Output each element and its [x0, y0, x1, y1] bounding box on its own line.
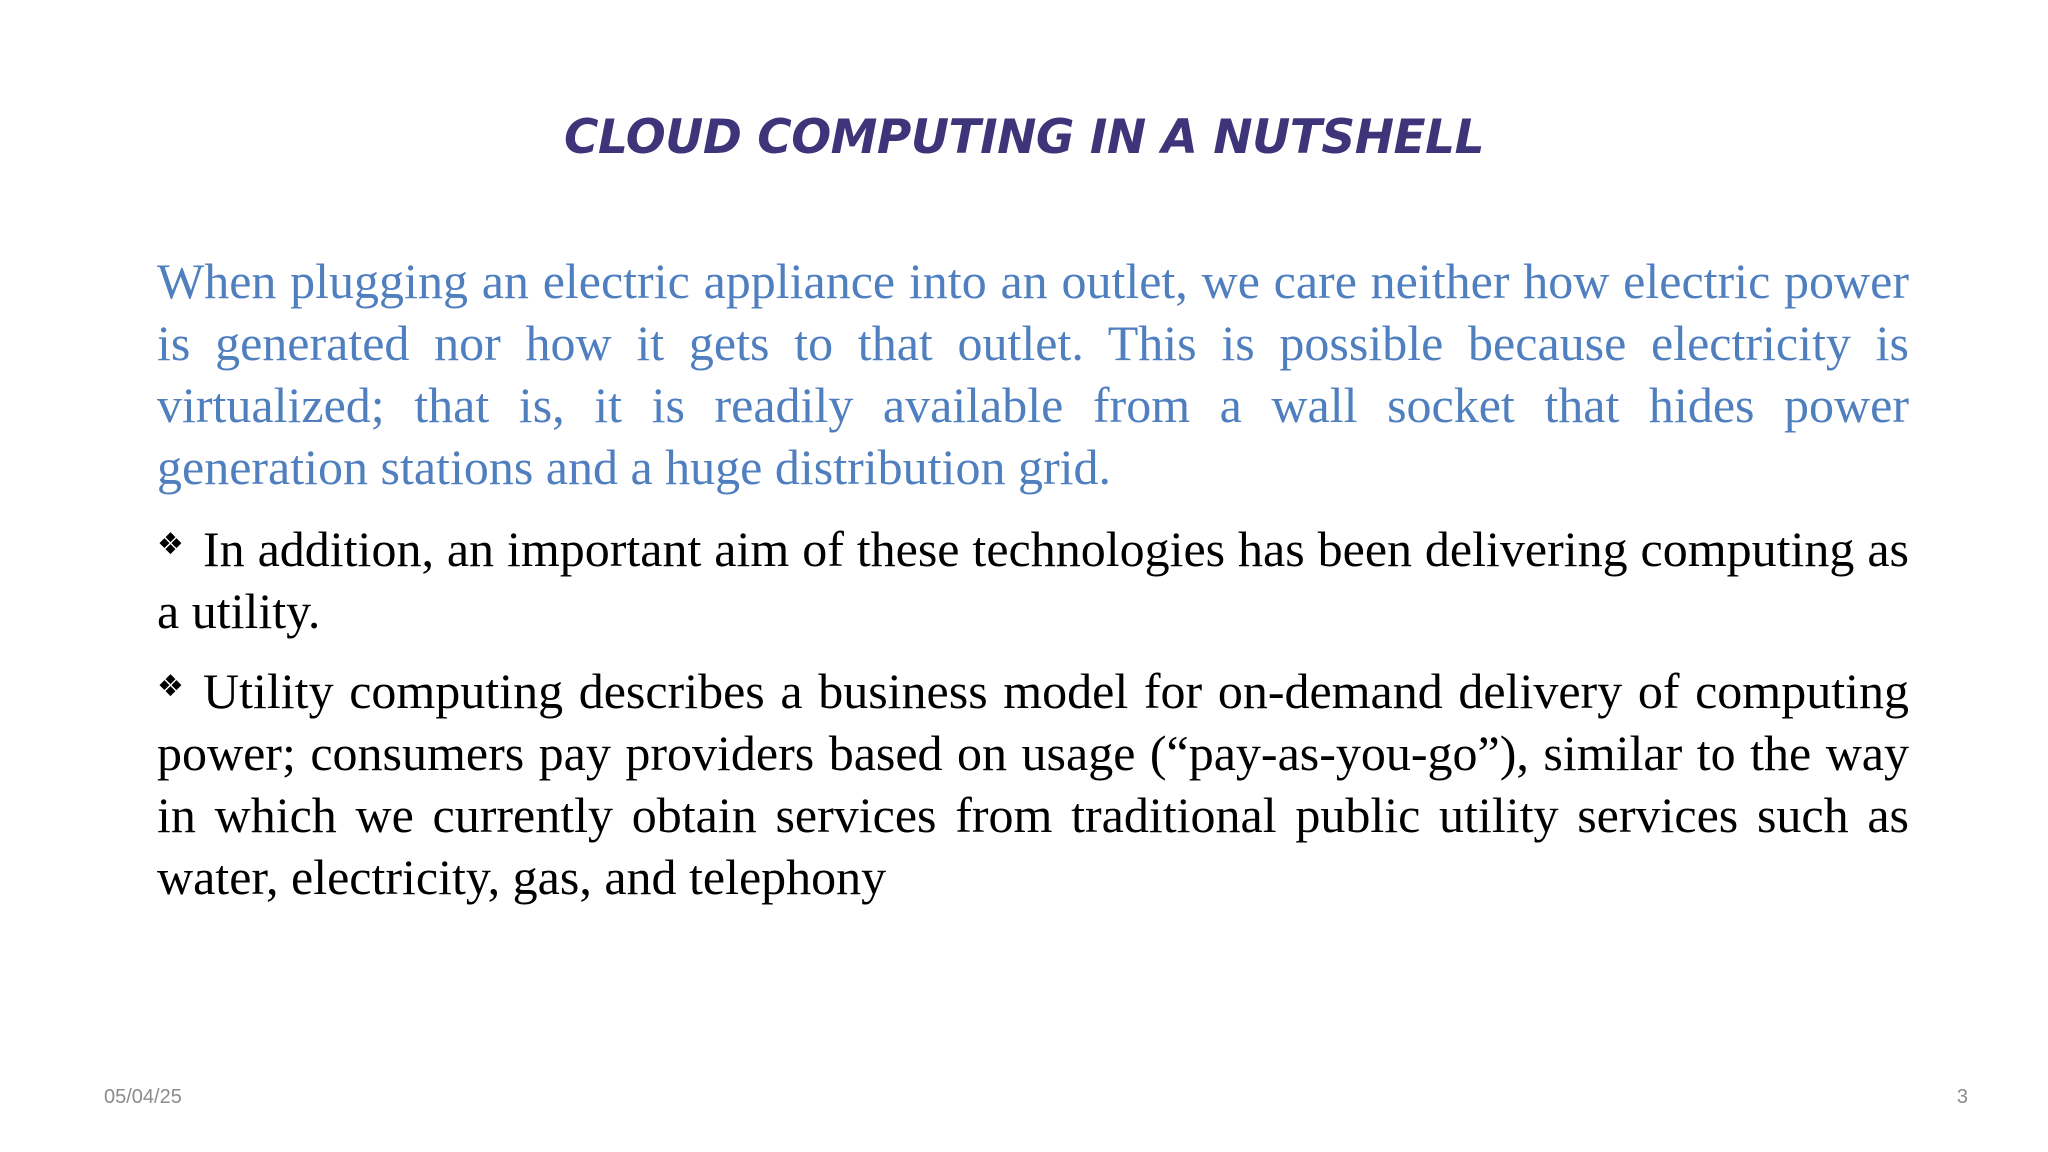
intro-paragraph: When plugging an electric appliance into an outlet, we care neither how electric power is generated nor how it gets to that outlet. This is possible because electricity is virtualized; that is, it is readily available from a wall socket that hides power generation stations and a huge distribution grid.	[157, 253, 1909, 495]
bullet-item-1	[157, 514, 1909, 642]
page-number: 3	[1956, 1086, 1968, 1108]
bullet-item-2	[157, 656, 1909, 908]
diamond-bullet-icon: ❖	[157, 669, 184, 704]
diamond-bullet-icon: ❖	[157, 527, 184, 562]
bullet-text: Utility computing describes a business model for on-demand delivery of computing power; consumers pay providers based on usage (“pay-as-you-go”), similar to the way in which we currently obtain services from traditional public utility services such as water, electricity, gas, and telephony	[157, 663, 1909, 905]
slide-title: CLOUD COMPUTING IN A NUTSHELL	[563, 110, 1485, 165]
footer-date: 05/04/25	[104, 1086, 182, 1108]
slide-body	[157, 250, 1909, 922]
bullet-text: In addition, an important aim of these technologies has been delivering computing as a utility.	[157, 521, 1909, 639]
